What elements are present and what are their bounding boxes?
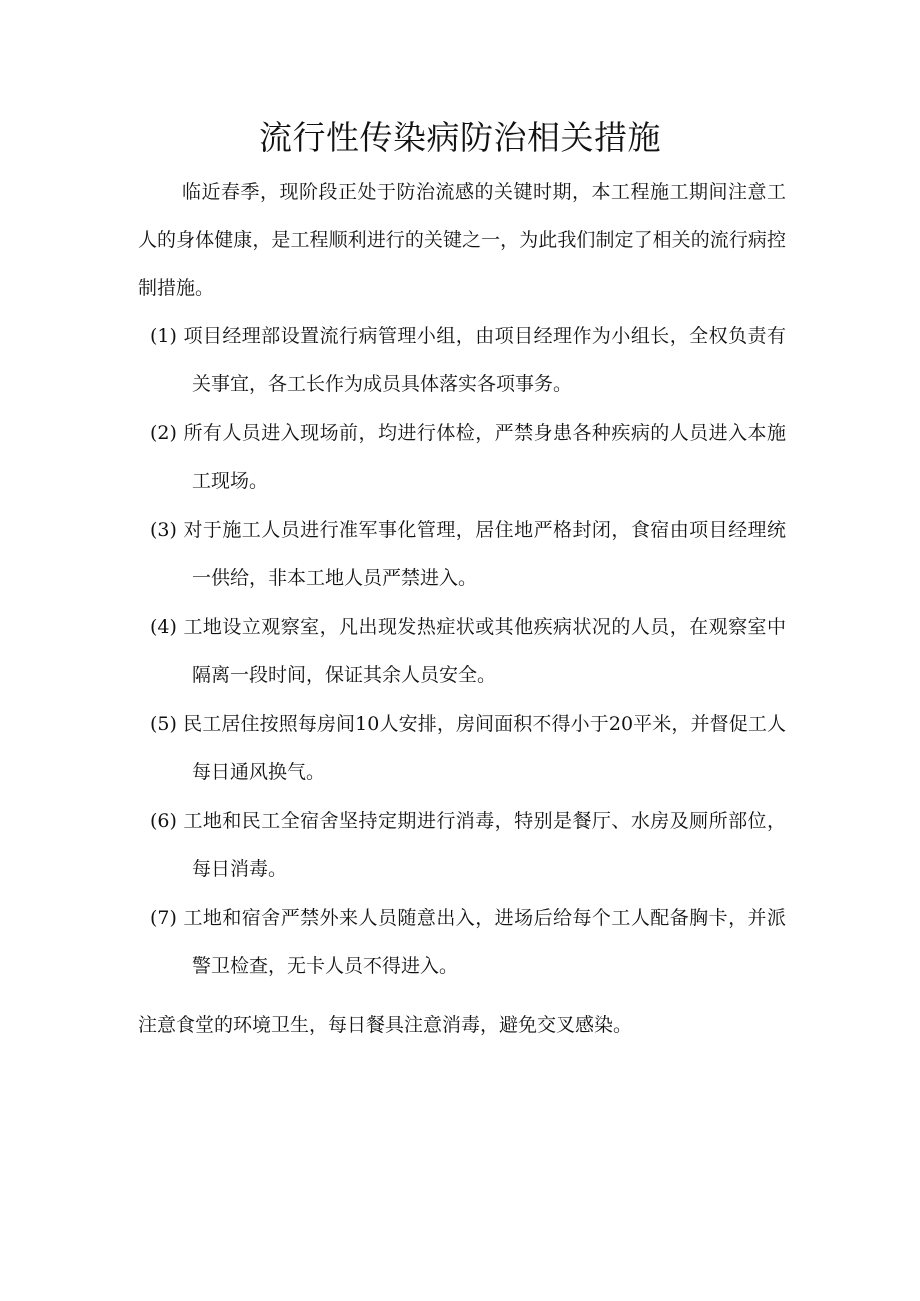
list-item xyxy=(150,700,786,796)
list-item xyxy=(150,312,786,408)
list-item xyxy=(150,409,786,505)
item-text: 所有人员进入现场前，均进行体检，严禁身患各种疾病的人员进入本施工现场。 xyxy=(183,422,786,492)
document-title: 流行性传染病防治相关措施 xyxy=(259,118,661,157)
item-text: 工地和民工全宿舍坚持定期进行消毒，特别是餐厅、水房及厕所部位，每日消毒。 xyxy=(183,810,786,880)
list-item xyxy=(150,506,786,602)
list-item xyxy=(150,894,786,990)
intro-paragraph: 临近春季，现阶段正处于防治流感的关键时期，本工程施工期间注意工人的身体健康，是工程顺利进行的关键之一，为此我们制定了相关的流行病控制措施。 xyxy=(138,181,786,299)
item-number: (5) xyxy=(150,713,177,735)
list-item xyxy=(150,603,786,699)
item-text: 项目经理部设置流行病管理小组，由项目经理作为小组长，全权负责有关事宜，各工长作为成员具体落实各项事务。 xyxy=(183,325,786,395)
item-number: (2) xyxy=(150,422,177,444)
measures-list xyxy=(150,312,786,991)
item-text: 对于施工人员进行准军事化管理，居住地严格封闭，食宿由项目经理统一供给，非本工地人员严禁进入。 xyxy=(183,519,786,589)
item-text: 工地设立观察室，凡出现发热症状或其他疾病状况的人员，在观察室中隔离一段时间，保证其余人员安全。 xyxy=(183,616,786,686)
item-text: 民工居住按照每房间10人安排，房间面积不得小于20平米，并督促工人每日通风换气。 xyxy=(183,713,786,783)
item-number: (1) xyxy=(150,325,177,347)
item-text: 工地和宿舍严禁外来人员随意出入，进场后给每个工人配备胸卡，并派警卫检查，无卡人员不得进入。 xyxy=(183,907,786,977)
item-number: (6) xyxy=(150,810,177,832)
list-item xyxy=(150,797,786,893)
closing-paragraph: 注意食堂的环境卫生，每日餐具注意消毒，避免交叉感染。 xyxy=(138,1014,633,1036)
item-number: (7) xyxy=(150,907,177,929)
item-number: (3) xyxy=(150,519,177,541)
item-number: (4) xyxy=(150,616,177,638)
